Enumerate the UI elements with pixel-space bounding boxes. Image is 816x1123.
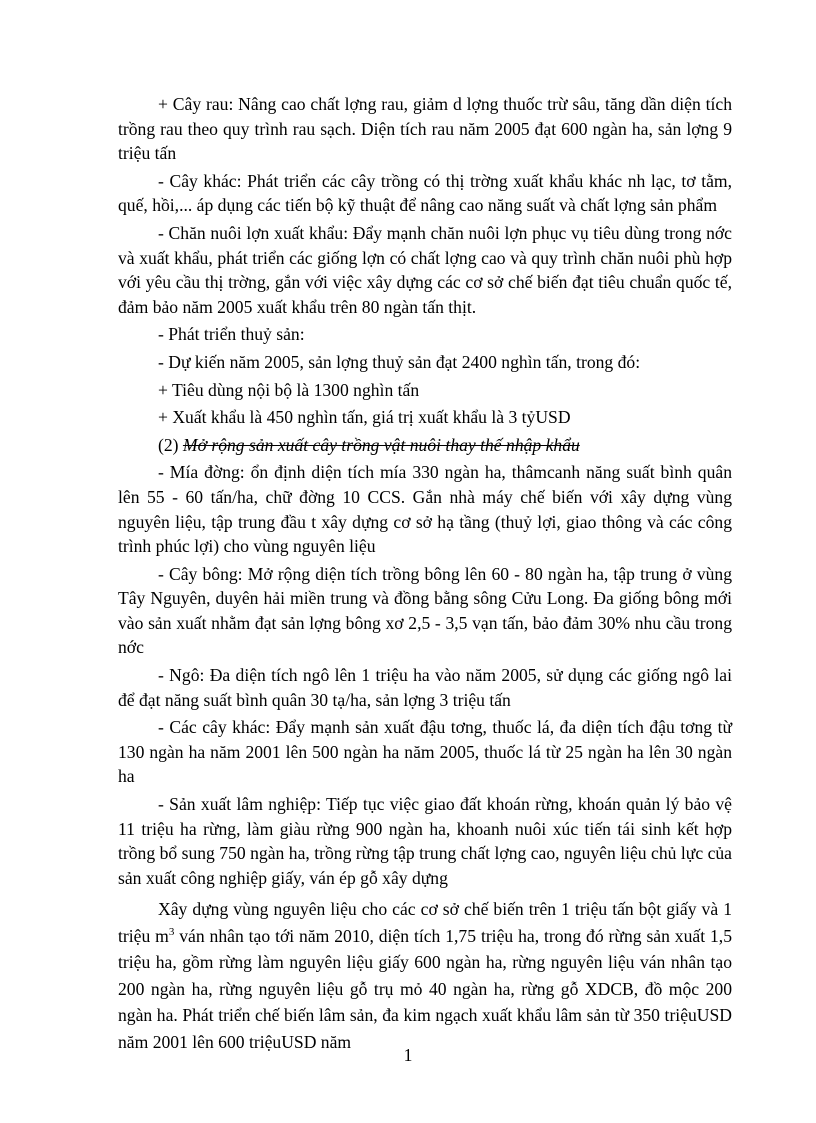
paragraph-corn: - Ngô: Đa diện tích ngô lên 1 triệu ha vào năm 2005, sử dụng các giống ngô lai để đạt năng suất bình quân 30 tạ/ha, sản lợng 3 triệu tấn xyxy=(118,665,732,710)
paragraph-cotton: - Cây bông: Mở rộng diện tích trồng bông lên 60 - 80 ngàn ha, tập trung ở vùng Tây Nguyên, duyên hải miền trung và đồng bằng sông Cửu Long. Đa giống bông mới vào sản xuất nhằm đạt sản lợng bông xơ 2,5 - 3,5 vạn tấn, bảo đảm 30% nhu cầu trong nớc xyxy=(118,563,732,658)
document-page xyxy=(118,92,732,1073)
superscript-cubic: 3 xyxy=(168,926,175,939)
section-heading xyxy=(118,433,732,458)
paragraph-raw-material-part2: ván nhân tạo tới năm 2010, diện tích 1,75 triệu ha, trong đó rừng sản xuất 1,5 triệu ha, gồm rừng làm nguyên liệu giấy 600 ngàn ha, rừng nguyên liệu ván nhân tạo 200 ngàn ha, rừng nguyên liệu gỗ trụ mỏ 40 ngàn ha, rừng gỗ XDCB, đồ mộc 200 ngàn ha. Phát triển chế biến lâm sản, đa kim ngạch xuất khẩu lâm sản từ 350 triệuUSD năm 2001 lên 600 triệuUSD năm xyxy=(118,925,732,1052)
paragraph-raw-material-zone xyxy=(118,896,732,1055)
paragraph-fisheries-forecast: - Dự kiến năm 2005, sản lợng thuỷ sản đạt 2400 nghìn tấn, trong đó: xyxy=(158,351,641,372)
paragraph-other-plants: - Các cây khác: Đẩy mạnh sản xuất đậu tơng, thuốc lá, đa diện tích đậu tơng từ 130 ngàn ha năm 2001 lên 500 ngàn ha năm 2005, thuốc lá từ 25 ngàn ha lên 30 ngàn ha xyxy=(118,717,732,787)
paragraph-domestic-consumption: + Tiêu dùng nội bộ là 1300 nghìn tấn xyxy=(158,379,420,400)
paragraph-fisheries-title: - Phát triển thuỷ sản: xyxy=(158,324,305,345)
paragraph-sugarcane: - Mía đờng: ổn định diện tích mía 330 ngàn ha, thâmcanh năng suất bình quân lên 55 - 60 tấn/ha, chữ đờng 10 CCS. Gắn nhà máy chế biến với xây dựng vùng nguyên liệu, tập trung đầu t xây dựng cơ sở hạ tầng (thuỷ lợi, giao thông và các công trình phúc lợi) cho vùng nguyên liệu xyxy=(118,462,732,557)
paragraph-forestry: - Sản xuất lâm nghiệp: Tiếp tục việc giao đất khoán rừng, khoán quản lý bảo vệ 11 triệu ha rừng, làm giàu rừng 900 ngàn ha, khoanh nuôi xúc tiến tái sinh kết hợp trồng bổ sung 750 ngàn ha, trồng rừng tập trung chất lợng cao, nguyên liệu chủ lực của sản xuất công nghiệp giấy, ván ép gỗ xây dựng xyxy=(118,794,732,888)
section-title: Mở rộng sản xuất cây trồng vật nuôi thay thế nhập khẩu xyxy=(182,434,580,455)
page-number: 1 xyxy=(403,1045,413,1065)
paragraph-export: + Xuất khẩu là 450 nghìn tấn, giá trị xuất khẩu là 3 tỷUSD xyxy=(158,407,571,428)
paragraph-raw-material-part1: Xây dựng vùng nguyên liệu cho các cơ sở chế biến trên 1 triệu tấn bột giấy và 1 triệu m xyxy=(118,899,732,946)
paragraph-other-crops: - Cây khác: Phát triển các cây trồng có thị trờng xuất khẩu khác nh lạc, tơ tằm, quế, hồi,... áp dụng các tiến bộ kỹ thuật để nâng cao năng suất và chất lợng sản phẩm xyxy=(118,170,732,216)
section-number: (2) xyxy=(158,434,179,455)
paragraph-pig-farming: - Chăn nuôi lợn xuất khẩu: Đẩy mạnh chăn nuôi lợn phục vụ tiêu dùng trong nớc và xuất khẩu, phát triển các giống lợn có chất lợng cao và quy trình chăn nuôi phù hợp với yêu cầu thị trờng, gắn với việc xây dựng các cơ sở chế biến đạt tiêu chuẩn quốc tế, đảm bảo năm 2005 xuất khẩu trên 80 ngàn tấn thịt. xyxy=(118,222,732,317)
paragraph-vegetables: + Cây rau: Nâng cao chất lợng rau, giảm d lợng thuốc trừ sâu, tăng dần diện tích trồng rau theo quy trình rau sạch. Diện tích rau năm 2005 đạt 600 ngàn ha, sản lợng 9 triệu tấn xyxy=(118,94,732,164)
